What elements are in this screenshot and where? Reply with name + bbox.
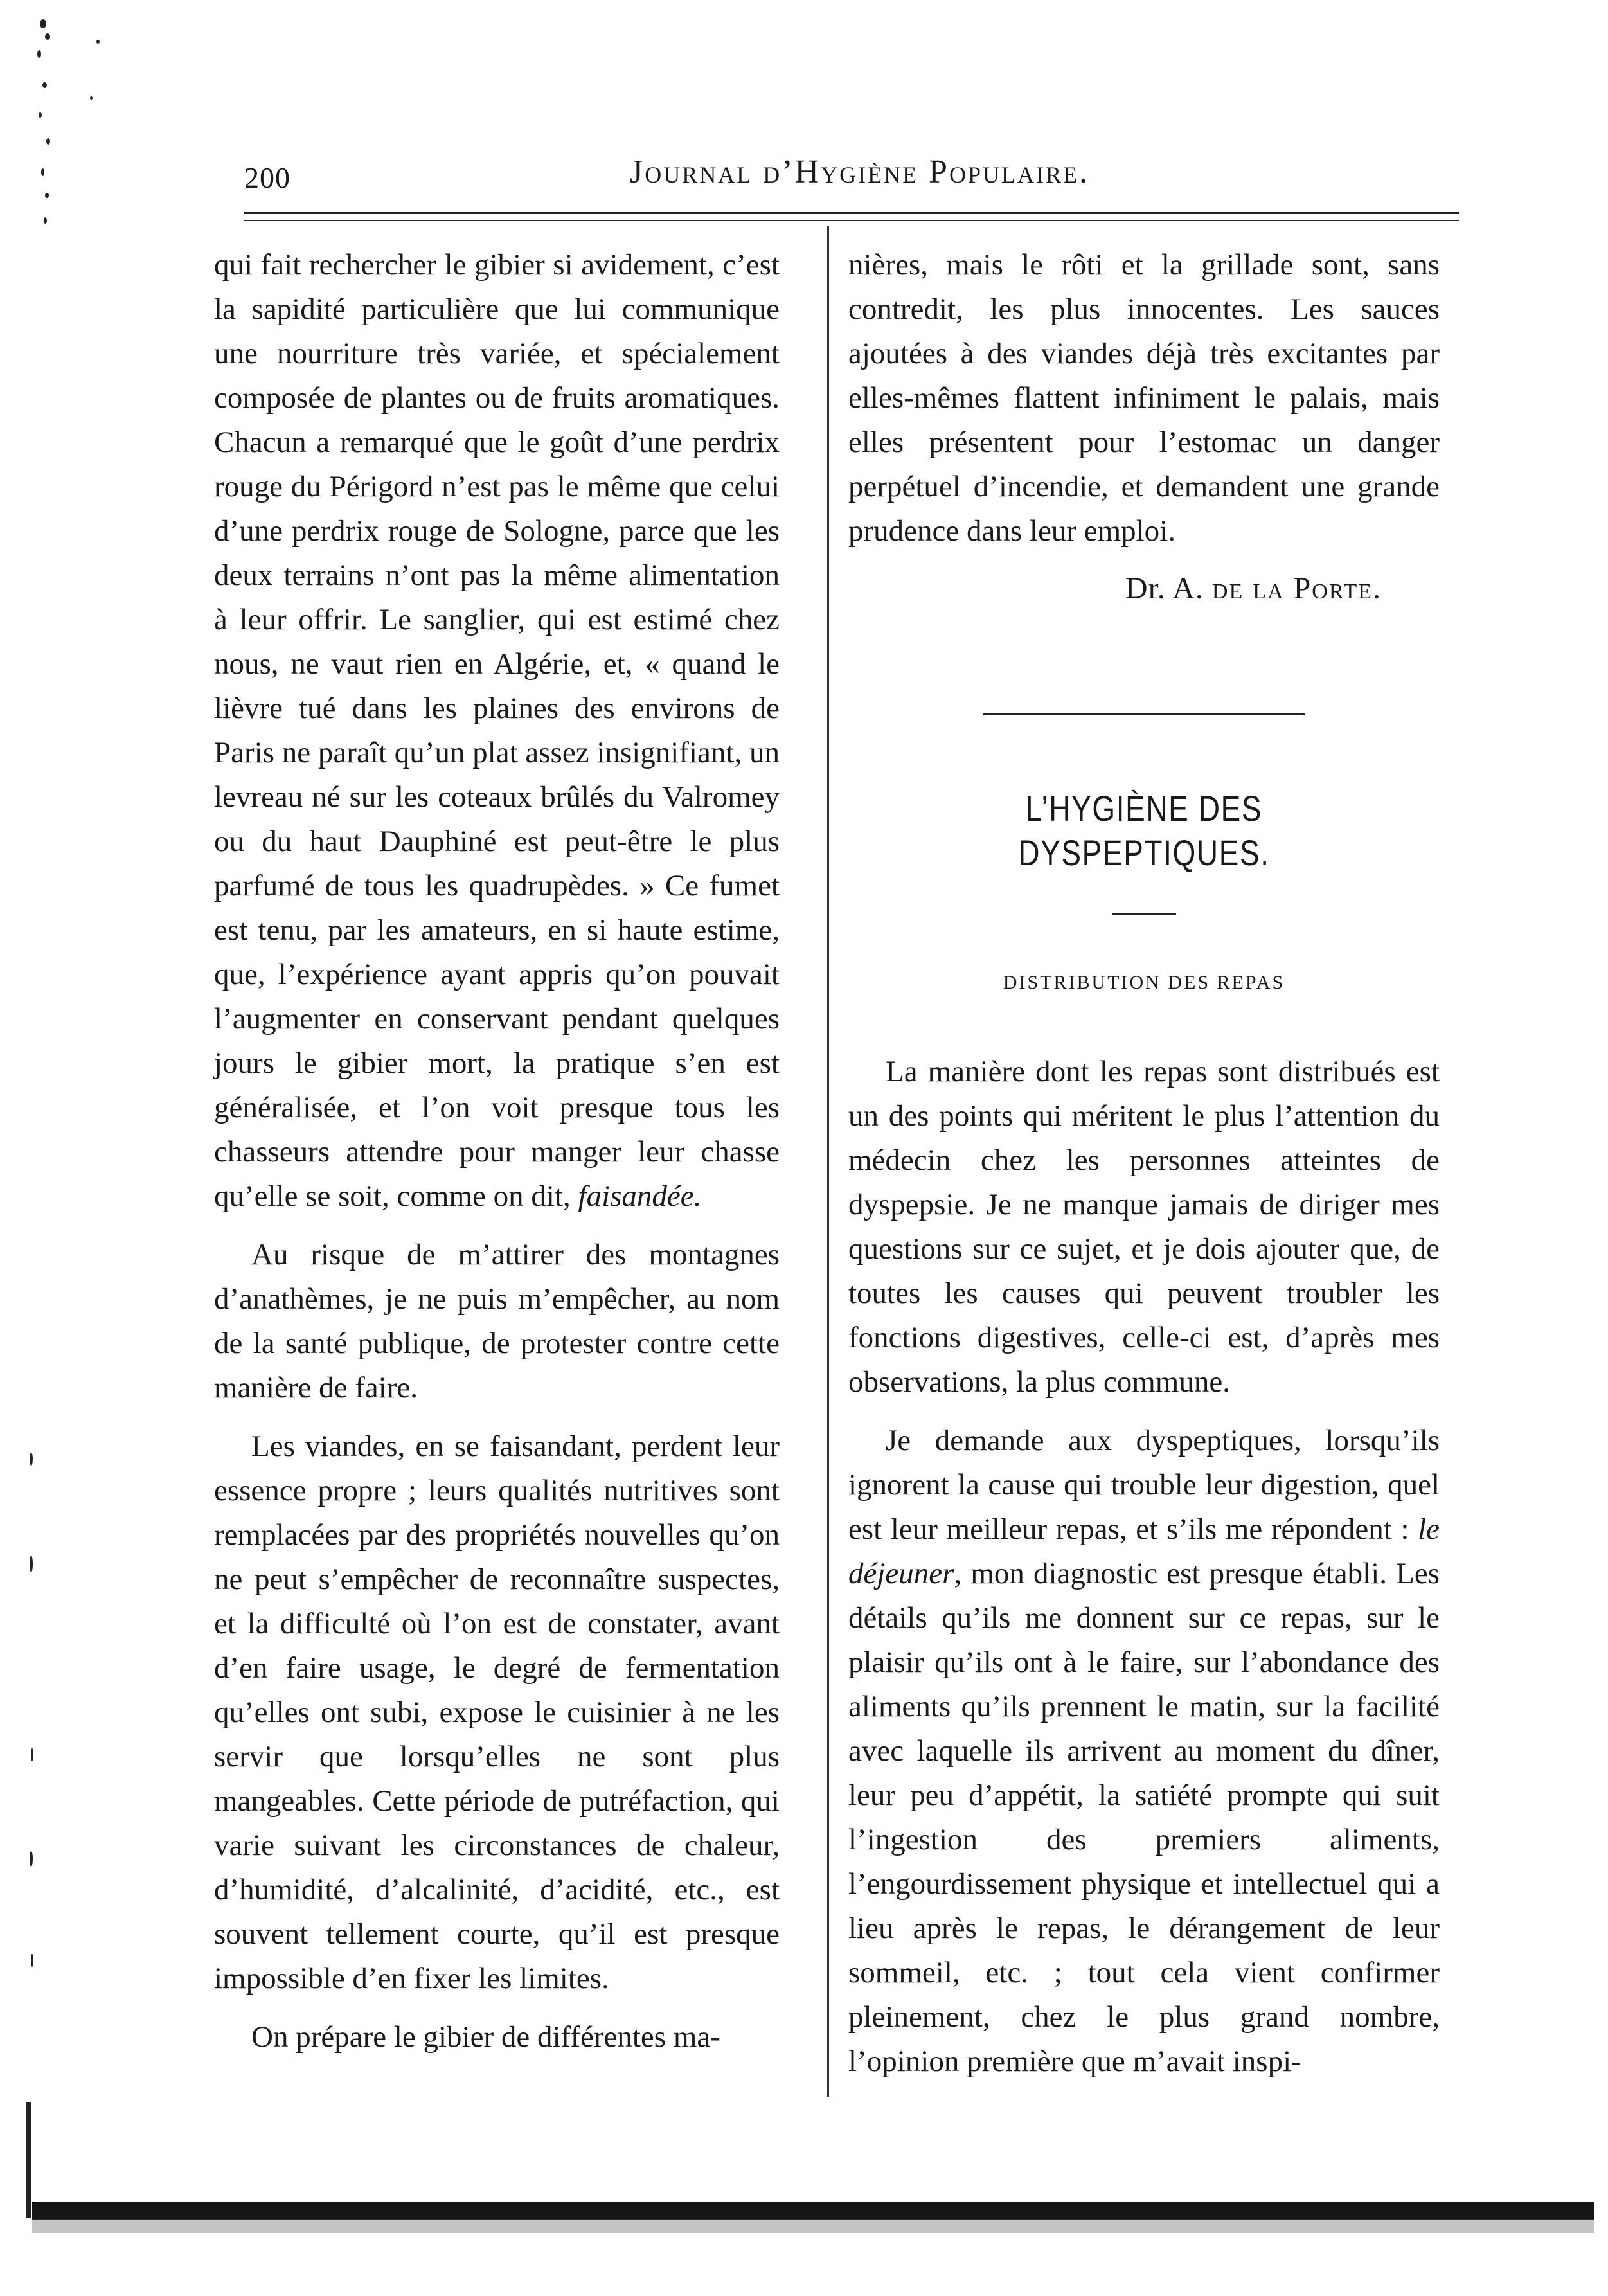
left-column bbox=[214, 243, 780, 2059]
paragraph: Les viandes, en se faisandant, perdent leur essence propre ; leurs qualités nutritives sont remplacées par des propriétés nouvelles qu’on ne peut s’empêcher de reconnaître suspectes, et la difficulté où l’on est de constater, avant d’en faire usage, le degré de fermentation qu’elles ont subi, expose le cuisinier à ne les servir que lorsqu’elles ne sont plus mangeables. Cette période de putréfaction, qui varie suivant les circonstances de chaleur, d’humidité, d’alcalinité, d’acidité, etc., est souvent tellement courte, qu’il est presque impossible d’en fixer les limites. bbox=[214, 1430, 780, 1995]
journal-title: Journal d’Hygiène Populaire. bbox=[630, 154, 1089, 190]
paragraph: nières, mais le rôti et la grillade sont, sans contredit, les plus innocentes. Les sauces ajoutées à des viandes déjà très excitantes par elles-mêmes flattent infiniment le palais, mais elles présentent pour l’estomac un danger perpétuel d’incendie, et demandent une grande prudence dans leur emploi. bbox=[848, 248, 1440, 548]
scan-margin-specks bbox=[0, 0, 116, 2296]
header-rule-thin bbox=[244, 220, 1459, 221]
paragraph: On prépare le gibier de différentes ma- bbox=[251, 2020, 720, 2054]
paragraph: Au risque de m’attirer des montagnes d’anathèmes, je ne puis m’empêcher, au nom de la santé publique, de protester contre cette manière de faire. bbox=[214, 1238, 780, 1404]
scan-bottom-shadow bbox=[32, 2219, 1594, 2233]
scan-bottom-edge bbox=[32, 2202, 1594, 2220]
right-column bbox=[848, 243, 1440, 2084]
italic-term: le déjeuner bbox=[848, 1512, 1440, 1590]
paragraph: Je demande aux dyspeptiques, lorsqu’ils ignorent la cause qui trouble leur digestion, quel est leur meilleur repas, et s’ils me répondent : le déjeuner, mon diagnostic est presque établi. Les détails qu’ils me donnent sur ce repas, sur le plaisir qu’ils ont à le faire, sur l’abondance des aliments qu’ils prennent le matin, sur la facilité avec laquelle ils arrivent au moment du dîner, leur peu d’appétit, la satiété prompte qui suit l’ingestion des premiers aliments, l’engourdissement physique et intellectuel qui a lieu après le repas, le dérangement de leur sommeil, etc. ; tout cela vient confirmer pleinement, chez le plus grand nombre, l’opinion première que m’avait inspi- bbox=[848, 1424, 1440, 2078]
page-number: 200 bbox=[244, 161, 290, 194]
header-rule bbox=[244, 212, 1459, 214]
paragraph: qui fait rechercher le gibier si avidement, c’est la sapidité particulière que lui communique une nourriture très variée, et spécialement composée de plantes ou de fruits aromatiques. Chacun a remarqué que le goût d’une perdrix rouge du Périgord n’est pas le même que celui d’une perdrix rouge de Sologne, parce que les deux terrains n’ont pas la même alimentation à leur offrir. Le sanglier, qui est estimé chez nous, ne vaut rien en Algérie, et, « quand le lièvre tué dans les plaines des environs de Paris ne paraît qu’un plat assez insignifiant, un levreau né sur les coteaux brûlés du Valromey ou du haut Dauphiné est peut-être le plus parfumé de tous les quadrupèdes. » Ce fumet est tenu, par les amateurs, en si haute estime, que, l’expérience ayant appris qu’on pouvait l’augmenter en conservant pendant quelques jours le gibier mort, la pratique s’en est généralisée, et l’on voit presque tous les chasseurs attendre pour manger leur chasse qu’elle se soit, comme on dit, faisandée. bbox=[214, 248, 780, 1213]
paragraph: La manière dont les repas sont distribués est un des points qui méritent le plus l’attention du médecin chez les personnes atteintes de dyspepsie. Je ne manque jamais de diriger mes questions sur ce sujet, et je dois ajouter que, de toutes les causes qui peuvent troubler les fonctions digestives, celle-ci est, d’après mes observations, la plus commune. bbox=[848, 1055, 1440, 1399]
heading-rule bbox=[1112, 913, 1176, 915]
subheading: DISTRIBUTION DES REPAS bbox=[1003, 972, 1285, 993]
section-heading: L’HYGIÈNE DES DYSPEPTIQUES. bbox=[1018, 788, 1270, 873]
author-signature: Dr. A. de la Porte. bbox=[1125, 571, 1382, 605]
section-rule bbox=[983, 713, 1305, 715]
running-head bbox=[244, 153, 1446, 204]
column-divider bbox=[827, 226, 829, 2097]
italic-term: faisandée. bbox=[578, 1179, 702, 1213]
scan-edge-mark bbox=[26, 2102, 31, 2218]
